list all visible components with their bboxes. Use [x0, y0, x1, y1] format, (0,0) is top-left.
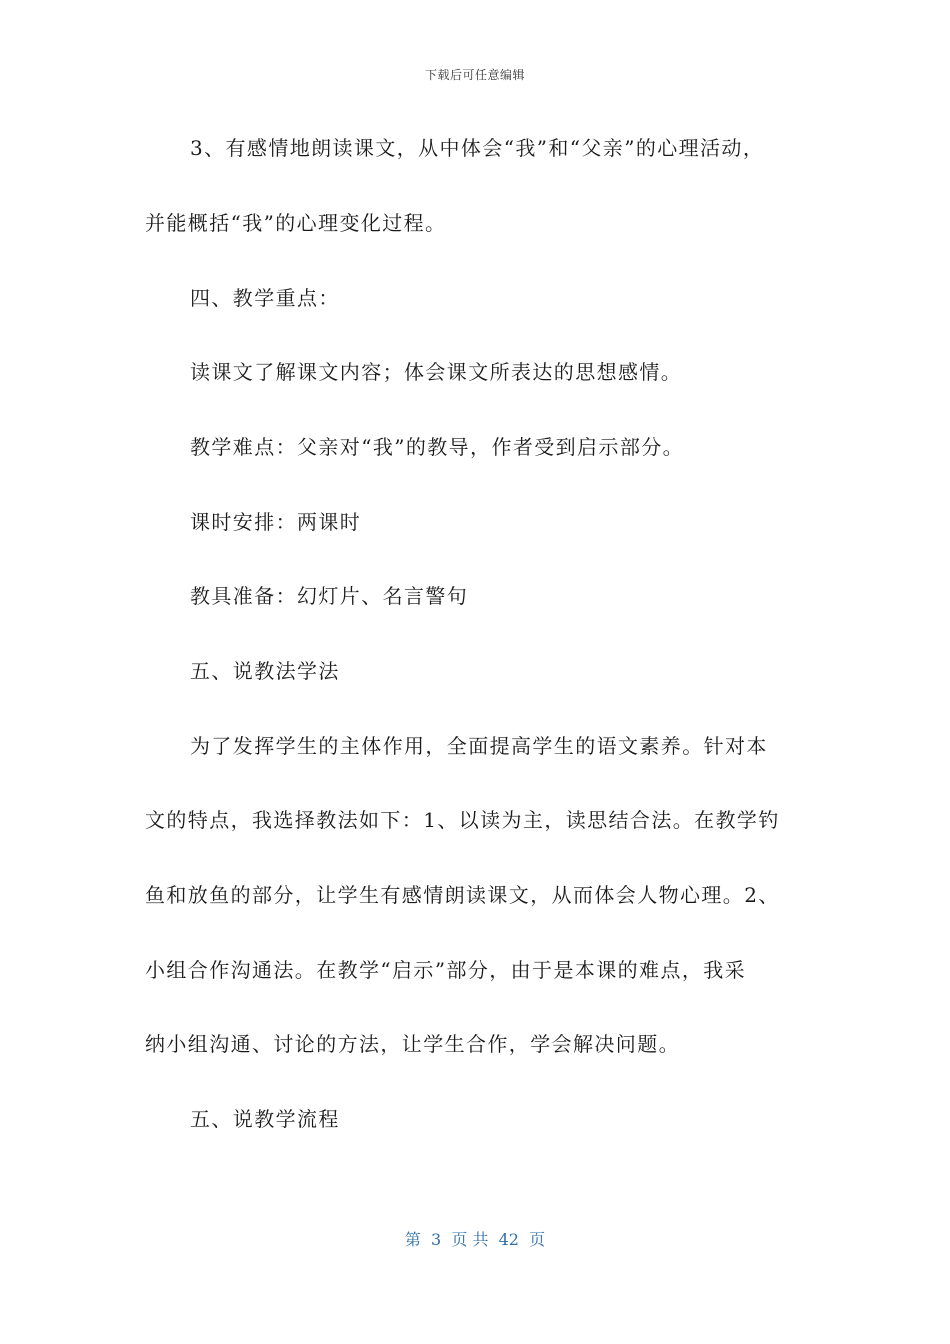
body-line-11: 鱼和放鱼的部分，让学生有感情朗读课文，从而体会人物心理。2、	[145, 883, 780, 907]
body-line-2: 并能概括“我”的心理变化过程。	[145, 211, 447, 235]
section-heading-teaching-focus: 四、教学重点：	[190, 286, 340, 310]
body-line-7: 教具准备：幻灯片、名言警句	[190, 584, 469, 608]
body-line-4: 读课文了解课文内容；体会课文所表达的思想感情。	[190, 360, 683, 384]
body-line-1: 3、有感情地朗读课文，从中体会“我”和“父亲”的心理活动，	[190, 136, 765, 160]
page-number-footer: 第 3 页 共 42 页	[404, 1230, 546, 1249]
body-line-10: 文的特点，我选择教法如下：1、以读为主，读思结合法。在教学钓	[145, 808, 780, 832]
page-header-note: 下载后可任意编辑	[424, 68, 525, 82]
section-heading-methods: 五、说教法学法	[190, 659, 340, 683]
body-line-13: 纳小组沟通、讨论的方法，让学生合作，学会解决问题。	[145, 1032, 680, 1056]
body-line-12: 小组合作沟通法。在教学“启示”部分，由于是本课的难点，我采	[145, 958, 747, 982]
body-line-5: 教学难点：父亲对“我”的教导，作者受到启示部分。	[190, 435, 685, 459]
section-heading-process: 五、说教学流程	[190, 1107, 340, 1131]
body-line-6: 课时安排：两课时	[190, 510, 362, 534]
body-line-9: 为了发挥学生的主体作用，全面提高学生的语文素养。针对本	[190, 734, 768, 758]
